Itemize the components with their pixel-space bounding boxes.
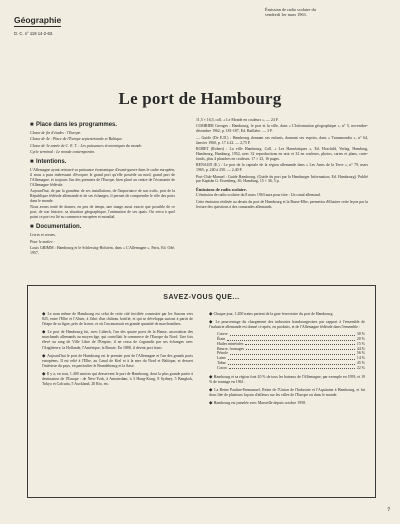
broadcast-line: Émission de radio scolaire du bbox=[265, 7, 316, 12]
bibliography-entry: 11,5 × 16,5, coll. « Le Monde en couleurs », — 24 F. bbox=[196, 118, 279, 122]
box-paragraph: ◆ Hambourg est jumelée avec Marseille depuis octobre 1958. bbox=[209, 400, 307, 406]
section-heading-intentions: ■ Intentions. bbox=[30, 159, 67, 166]
bibliography-entry: RENAUD (E.) : Le port de la capitale de la région allemande dans « Les Amis de la Terre », n° 79, mars 1965, p. 240 à 250. — 2,40 F. bbox=[196, 163, 368, 173]
section-label: Géographie bbox=[14, 15, 62, 25]
diamond-bullet-icon: ◆ bbox=[209, 386, 215, 392]
export-row: Tabac 45 % bbox=[217, 361, 365, 366]
export-row: Laine 14 % bbox=[217, 356, 365, 361]
diamond-bullet-icon: ◆ bbox=[42, 311, 48, 316]
diamond-bullet-icon: ◆ bbox=[42, 370, 47, 376]
export-row: Huiles minérales 15 % bbox=[217, 341, 365, 346]
bullet-icon: ■ bbox=[30, 224, 34, 231]
radio-heading: Émissions de radio scolaire. bbox=[196, 187, 247, 193]
right-column bbox=[196, 118, 368, 211]
documentation-line: Pour le maître : bbox=[30, 239, 55, 244]
documentation-line: Louis GRIMM : Hambourg et le Schleswig-Holstein, dans « L'Allemagne », Paris, Ed. Odé, 1957, bbox=[30, 246, 175, 255]
box-paragraph: ◆ La Reine Pauline-Emmanuel, Reine de l'Union de l'Industrie et l'Aquitaine à Hambourg, et fut donc liée de plusieurs façons d'ailleurs sur les villes de l'Europe ou dans le monde. bbox=[209, 386, 365, 397]
box-right-column bbox=[209, 311, 365, 408]
bibliography-entry: ROBET (Robert) : La ville Hambourg. Coll. « Les Hanséatiques », Ed. Hoschild, Verlag, Hamburg, Hambourg, Hamburg, 1952, avec 32 reproductions en noir et 32 en couleurs, photos, cartes et plans, carte-fonds, plus 4 planches en couleurs. 17 × 23, 16 pages. bbox=[196, 147, 368, 161]
broadcast-line: vendredi 1er mars 1963. bbox=[265, 12, 307, 18]
box-paragraph: ◆ Le nom même de Hambourg est celui de cette cité fortifiée construite par les Saxons vers 825, entre l'Elbe et l'Alster, à l'abri d'un château fortifié, et qui se développa surtout à partir de l'étape de sa ligue, près de la mer, et où l'on amassait en grande quantité de marchandises. bbox=[42, 311, 193, 327]
radio-paragraph: L'émission de radio scolaire du 8 mars 1963 aura pour titre : Un canal allemand. bbox=[196, 193, 321, 198]
header-left bbox=[14, 10, 61, 36]
left-column bbox=[30, 118, 175, 257]
broadcast-note bbox=[265, 7, 385, 17]
diamond-bullet-icon: ◆ bbox=[42, 329, 48, 335]
bibliography-entry: COMBIER Georges : Hambourg, le port et la ville, dans « L'Information géographique », n° 5, novembre-décembre 1962, p. 181-187, Ed. Baillière. — 3 F. bbox=[196, 124, 368, 134]
export-row: Pétrole 56 % bbox=[217, 351, 365, 356]
box-paragraph: ◆ Le pourcentage du chargement des industries hambourgeoises par rapport à l'ensemble de l'industrie allemande est donné ci-après, en produits, et de l'Allemagne fédérale dans l'ensemble : bbox=[209, 319, 365, 330]
section-heading-place: ■ Place dans les programmes. bbox=[30, 122, 118, 128]
bibliography-entry: — Guide (De E.D.) : Hambourg donnant ses enfants, donnant ses espoirs, dans « Transmondia », n° 64, Janvier 1960, p. 17 à 22. — 2,75 F. bbox=[196, 135, 368, 145]
box-paragraph: ◆ Il y a, en tout, 1.400 navires qui desservent le port de Hambourg, dont la plus grande partie à destination de l'Europe : de New-York, à Amsterdam, à 3 Hong-Kong, 8 Sydney, 5 Bangkok, Tokyo et Calcutta, 5 Auckland, 20 Rio, etc. bbox=[42, 370, 194, 387]
box-paragraph: ◆ Hambourg et sa région font 20 % de tous les bateaux de l'Allemagne, par exemple en 1959, et 19 % de tonnage en 1961. bbox=[209, 373, 365, 384]
place-line: Cycle terminal : Le monde contemporain. bbox=[30, 150, 96, 155]
box-paragraph: ◆ Chaque jour, 1.200 trains partent de la gare ferroviaire du port de Hambourg. bbox=[209, 311, 334, 316]
documentation-subheading: Livres et revues. bbox=[30, 233, 56, 238]
bullet-icon: ■ bbox=[30, 122, 34, 128]
diamond-bullet-icon: ◆ bbox=[209, 373, 214, 379]
page-title: Le port de Hambourg bbox=[118, 89, 282, 108]
bullet-icon: ■ bbox=[30, 159, 34, 166]
intentions-paragraph: Aujourd'hui, de par la grandeur de ses installations, de l'importance de son trafic, port de la République fédérale allemande et de ses échanges, il permet de comprendre le rôle des ports dans le monde. bbox=[30, 189, 175, 204]
radio-paragraph: Cette émission réalisée au dessin du port de Hambourg et la Basse-Elbe, permettra d'illustrer cette leçon par la lecture des questions à des camarades allemands. bbox=[196, 199, 368, 209]
section-heading-documentation: ■ Documentation. bbox=[30, 224, 82, 231]
place-line: Classe de 3e année de C. E. T. : Les puissances économiques du monde. bbox=[30, 143, 143, 148]
bibliography-entry: Port-Club-Manuel : Guide Hambourg. (Guide du port par la Hamburger Information, Ed. Hambourg). Publié par Kapitän G. Eisenberg, 30, Hamburg, 15 × 36, 5 p. bbox=[196, 174, 368, 184]
export-list bbox=[217, 332, 365, 370]
intentions-paragraph: L'Allemagne ayant retrouvé sa puissance économique d'avant-guerre dans le cadre européen, il nous a paru intéressant d'évoquer le grand port qu'elle possède au nord, grand port de l'Allemagne, et toujours l'un des premiers de l'Europe, bien placé au centre de l'économie de l'Allemagne fédérale. bbox=[30, 168, 175, 187]
place-line: Classe de 4e : Place de l'Europe septentrionale et Baltique. bbox=[30, 137, 123, 142]
export-row: Coton 22 % bbox=[217, 365, 365, 370]
diamond-bullet-icon: ◆ bbox=[209, 400, 214, 406]
savez-vous-box bbox=[27, 285, 376, 498]
place-line: Classe de fin d'études : l'Europe. bbox=[30, 131, 82, 135]
document-reference: D. C. n° 119 14-2-63. bbox=[14, 31, 54, 36]
export-row: Beurre, fromages 44 % bbox=[217, 346, 365, 351]
box-paragraph: ◆ Aujourd'hui le port de Hambourg est le premier port de l'Allemagne et l'un des grands ports européens. Il est relié à l'Elbe, au Canal de Kiel et à la mer du Nord et Baltique, et dessert l'intérieur du pays, en particulier le Brandebourg et la Saxe. bbox=[42, 352, 193, 368]
diamond-bullet-icon: ◆ bbox=[209, 319, 216, 325]
page-number: 7 bbox=[387, 508, 390, 513]
diamond-bullet-icon: ◆ bbox=[42, 352, 48, 358]
export-row: Étain 20 % bbox=[217, 337, 365, 342]
box-left-column bbox=[42, 311, 193, 389]
box-title: SAVEZ-VOUS QUE... bbox=[163, 294, 240, 301]
box-paragraph: ◆ Le port de Hambourg fut, avec Lübeck, l'un des quatre ports de la Hanse, association des marchands allemands au moyen âge, qui contrôlait le commerce de l'Europe du Nord. Une fois élevé au rang de Ville Libre de l'Empire, il ne cessa de s'agrandir par ses échanges avec l'Angleterre, la Hollande, l'Amérique, la Russie. En 1888, il devint port franc. bbox=[42, 329, 193, 350]
export-row: Cuivre 30 % bbox=[217, 332, 365, 337]
intentions-paragraph: Nous avons tenté de donner, en peu de temps, une image aussi exacte que possible de ce port, de son histoire, sa situation géographique, l'animation de ses quais. On verra à quel point ce port est lié au commerce européen et mondial. bbox=[30, 205, 175, 220]
diamond-bullet-icon: ◆ bbox=[209, 311, 214, 316]
